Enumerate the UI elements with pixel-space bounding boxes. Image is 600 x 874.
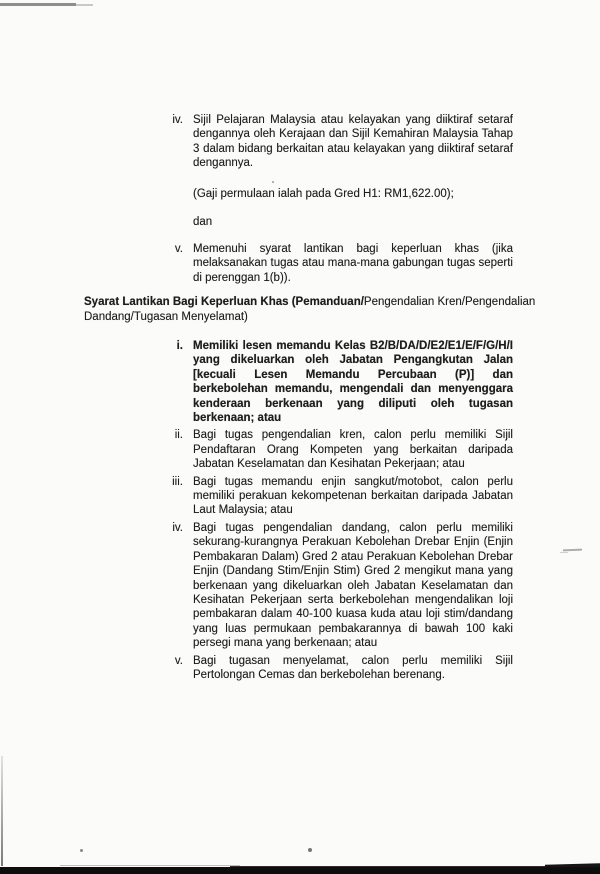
connector-dan: dan [193,216,213,228]
scan-speck [308,848,312,852]
clause-iv-text: Sijil Pelajaran Malaysia atau kelayakan yang diiktiraf setaraf dengannya oleh Kerajaan dan Sijil Kemahiran Malaysia Tahap 3 dalam bidang berkaitan atau kelayakan yang diiktiraf setaraf dengannya. [193,114,513,170]
heading-line1-regular: Pengendalian Kren/Pengendalian [363,296,536,308]
clause-v-text: Memenuhi syarat lantikan bagi keperluan khas (jika melaksanakan tugas atau mana-mana gabungan tugas seperti di perenggan 1(b)). [193,243,513,284]
scan-speck [80,849,83,852]
special-requirements-list [163,339,513,685]
heading-line1-bold: Syarat Lantikan Bagi Keperluan Khas (Pemanduan/ [84,296,364,308]
list-item-label: v. [174,654,183,667]
scan-top-edge-line [0,3,76,6]
special-requirements-heading [84,295,535,325]
list-item [163,654,513,683]
list-item-label: i. [176,340,183,352]
scan-bottom-faint-line [60,865,240,866]
list-item-label: ii. [174,429,183,442]
list-item-text: Bagi tugasan menyelamat, calon perlu memiliki Sijil Pertolongan Cemas dan berkebolehan berenang. [193,654,513,681]
list-item-text: Bagi tugas pengendalian kren, calon perlu memiliki Sijil Pendaftaran Orang Kompeten yang berkaitan daripada Jabatan Keselamatan dan Kesihatan Pekerjaan; atau [193,429,513,471]
scan-speck [272,181,274,183]
list-item-text: Bagi tugas pengendalian dandang, calon perlu memiliki sekurang-kurangnya Perakuan Kebolehan Drebar Enjin (Enjin Pembakaran Dalam) Gred 2 atau Perakuan Kebolehan Drebar Enjin (Dandang Stim/Enjin Stim) Gred 2 mengikut mana yang berkenaan yang dikeluarkan oleh Jabatan Keselamatan dan Kesihatan Pekerjaan serta berkebolehan mengendalikan loji pembakaran dalam 40-100 kuasa kuda atau loji stim/dandang yang luas permukaan pembakarannya di bawah 100 kaki persegi mana yang berkenaan; atau [193,521,513,650]
heading-line-2: Dandang/Tugasan Menyelamat) [84,311,248,323]
clause-v [163,242,513,285]
list-item-text: Bagi tugas memandu enjin sangkut/motobot, calon perlu memiliki perakuan kekompetenan berkaitan daripada Jabatan Laut Malaysia; atau [193,475,513,517]
clause-iv-label: iv. [172,114,183,126]
clause-iv [163,113,513,171]
scan-left-edge-line [1,756,3,866]
list-item [163,428,513,471]
scan-top-edge-tail [76,4,93,6]
scan-margin-dash-faint [560,552,568,553]
scan-bottom-edge-bar [0,867,600,874]
heading-line-1 [84,295,535,310]
list-item-text: Memiliki lesen memandu Kelas B2/B/DA/D/E2/E1/E/F/G/H/I yang dikeluarkan oleh Jabatan Pengangkutan Jalan [kecuali Lesen Memandu Percubaan (P)] dan berkebolehan memandu, mengendali dan menyenggara kenderaan berkenaan yang diliputi oleh tugasan berkenaan; atau [193,340,513,425]
list-item [163,339,513,425]
scan-margin-dash [563,549,582,552]
clause-v-label: v. [174,243,183,255]
list-item-label: iv. [172,521,183,534]
list-item-label: iii. [172,475,183,488]
salary-note: (Gaji permulaan ialah pada Gred H1: RM1,622.00); [193,188,454,200]
list-item [163,521,513,651]
list-item [163,475,513,518]
